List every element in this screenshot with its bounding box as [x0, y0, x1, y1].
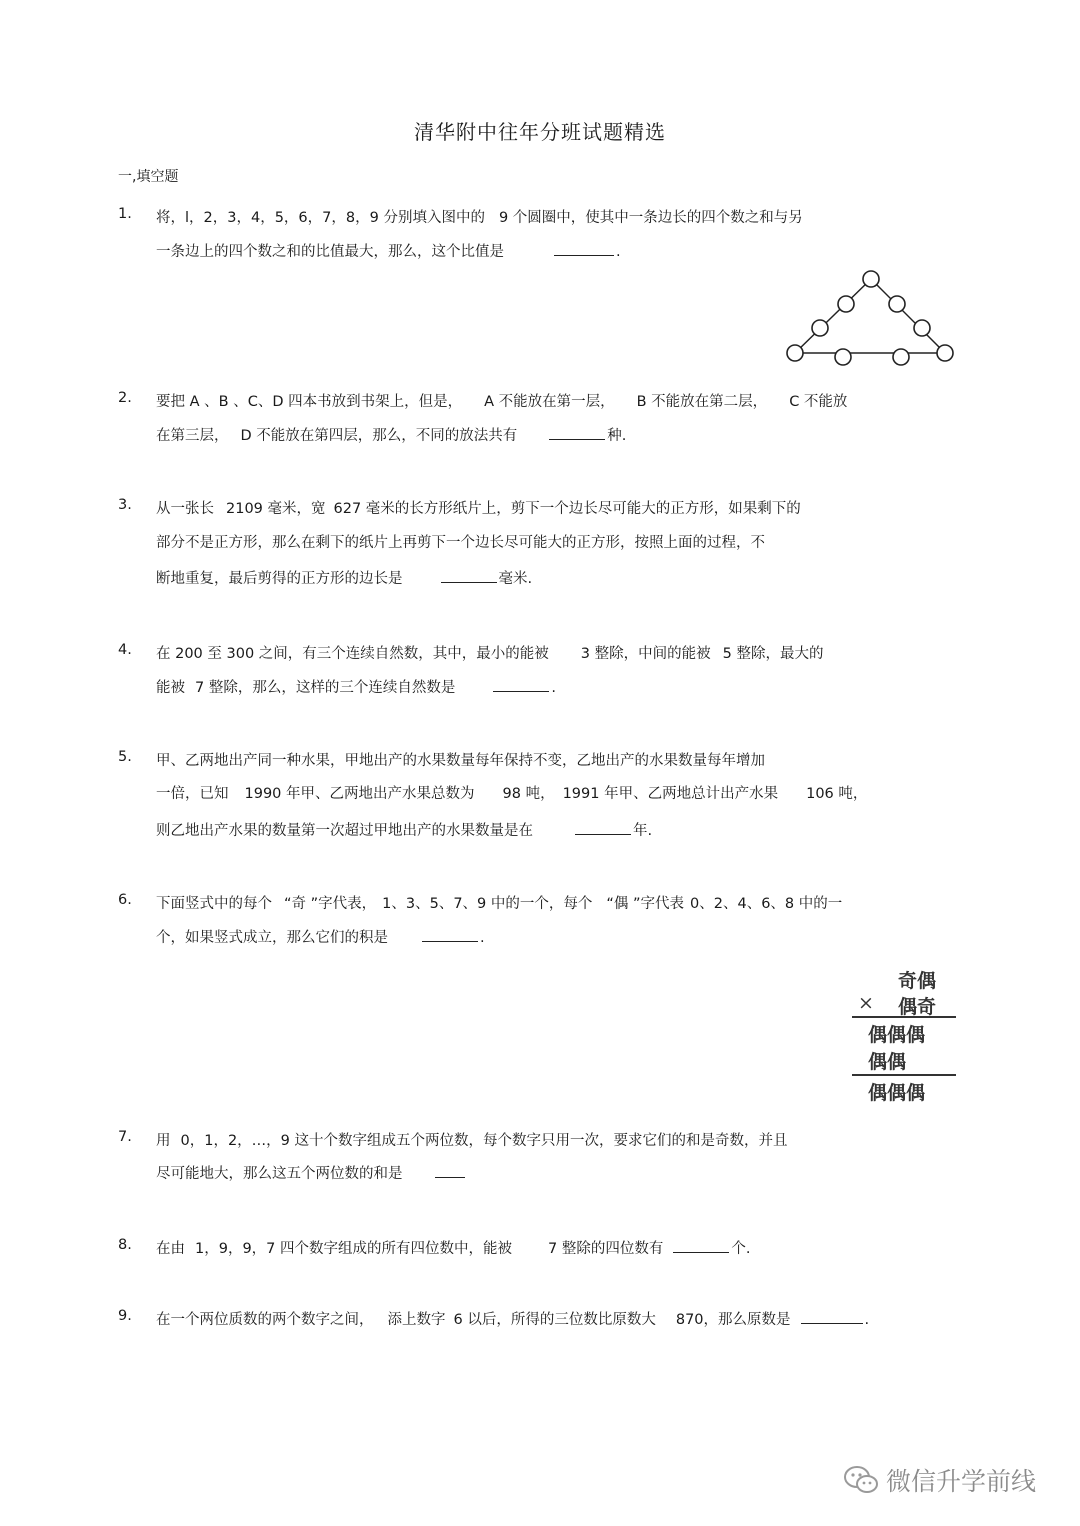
circle-right-2: [914, 320, 930, 336]
text-segment: 用: [156, 1133, 171, 1149]
text-segment: 1，9，9，7 四个数字组成的所有四位数中，能被: [195, 1241, 513, 1257]
question-line: [156, 1237, 750, 1258]
text-segment: 2109 毫米，宽: [226, 501, 326, 517]
text-segment: 627 毫米的长方形纸片上，剪下一个边长尽可能大的正方形，如果剩下的: [333, 501, 801, 517]
text-segment: C 不能放: [789, 394, 848, 410]
mult-row-1: 奇偶: [898, 970, 937, 992]
question-line: [156, 1308, 869, 1329]
text-segment: 下面竖式中的每个: [156, 896, 272, 912]
circle-left-1: [838, 296, 854, 312]
text-segment: A 不能放在第一层，: [484, 394, 615, 410]
text-segment: “奇 ”字代表，: [284, 896, 377, 912]
text-segment: 870，那么原数是: [675, 1312, 791, 1328]
watermark-text: 微信升学前线: [886, 1467, 1037, 1496]
question-line: [156, 206, 803, 227]
triangle-circles-figure: [780, 268, 960, 368]
circle-right-1: [889, 296, 905, 312]
question-number: 4.: [118, 642, 132, 658]
question-line: [156, 1162, 467, 1183]
question-number: 8.: [118, 1237, 132, 1253]
divider-line: [852, 1016, 956, 1018]
mult-row-5: 偶偶偶: [868, 1082, 926, 1104]
circle-bottom-2: [893, 349, 909, 365]
text-segment: 0、2、4、6、8 中的一: [690, 896, 843, 912]
circle-bottom-1: [835, 349, 851, 365]
text-segment: 1990 年甲、乙两地出产水果总数为: [244, 786, 475, 802]
question-number: 3.: [118, 497, 132, 513]
text-segment: 要把 A 、B 、C、D 四本书放到书架上，但是，: [156, 394, 463, 410]
text-segment: 能被: [156, 680, 185, 696]
text-segment: 添上数字: [387, 1312, 446, 1328]
page-title: 清华附中往年分班试题精选: [414, 120, 666, 144]
text-segment: .: [551, 680, 556, 696]
question-number: 5.: [118, 749, 132, 765]
answer-blank[interactable]: [554, 240, 614, 256]
circle-left-2: [812, 320, 828, 336]
answer-blank[interactable]: [801, 1308, 863, 1324]
text-segment: 尽可能地大，那么这五个两位数的和是: [156, 1166, 403, 1182]
text-segment: B 不能放在第二层，: [636, 394, 768, 410]
text-segment: 断地重复，最后剪得的正方形的边长是: [156, 571, 403, 587]
question-line: [156, 819, 652, 840]
circle-top: [863, 271, 879, 287]
text-segment: 5 整除，最大的: [722, 646, 824, 662]
mult-row-4: 偶偶: [868, 1051, 907, 1073]
answer-blank[interactable]: [422, 926, 478, 942]
question-number: 2.: [118, 390, 132, 406]
question-line: [156, 642, 823, 663]
mult-row-2: 偶奇: [898, 996, 937, 1018]
answer-blank[interactable]: [575, 819, 631, 835]
answer-blank[interactable]: [493, 676, 549, 692]
question-line: [156, 892, 842, 913]
text-segment: “偶 ”字代表: [606, 896, 685, 912]
question-line: [156, 782, 867, 803]
question-line: [156, 424, 626, 445]
divider-line: [852, 1074, 956, 1076]
text-segment: 个，如果竖式成立，那么它们的积是: [156, 930, 388, 946]
text-segment: 一条边上的四个数之和的比值最大，那么，这个比值是: [156, 244, 504, 260]
question-line: [156, 240, 621, 261]
text-segment: 在一个两位质数的两个数字之间，: [156, 1312, 374, 1328]
circle-bottom-left: [787, 345, 803, 361]
text-segment: 年.: [633, 823, 653, 839]
text-segment: 个.: [731, 1241, 751, 1257]
text-segment: .: [864, 1312, 870, 1328]
text-segment: 种.: [607, 428, 627, 444]
question-line: [156, 676, 556, 697]
wechat-icon: [843, 1465, 879, 1495]
mult-row-3: 偶偶偶: [868, 1024, 926, 1046]
question-line: [156, 749, 765, 770]
text-segment: 部分不是正方形，那么在剩下的纸片上再剪下一个边长尽可能大的正方形，按照上面的过程，不: [156, 535, 765, 551]
answer-blank[interactable]: [673, 1237, 729, 1253]
text-segment: 0，1，2，…，9 这十个数字组成五个两位数，每个数字只用一次，要求它们的和是奇数，并且: [180, 1133, 788, 1149]
question-number: 1.: [118, 206, 132, 222]
question-number: 7.: [118, 1129, 132, 1145]
question-line: [156, 531, 765, 552]
text-segment: 106 吨，: [806, 786, 868, 802]
text-segment: D 不能放在第四层，那么，不同的放法共有: [240, 428, 518, 444]
text-segment: .: [616, 244, 621, 260]
text-segment: 6 以后，所得的三位数比原数大: [453, 1312, 656, 1328]
answer-blank[interactable]: [549, 424, 605, 440]
text-segment: 将，l，2，3，4，5，6，7，8，9 分别填入图中的: [156, 210, 485, 226]
text-segment: .: [480, 930, 485, 946]
text-segment: 在由: [156, 1241, 185, 1257]
question-number: 6.: [118, 892, 132, 908]
question-line: [156, 390, 847, 411]
text-segment: 一倍，已知: [156, 786, 229, 802]
text-segment: 则乙地出产水果的数量第一次超过甲地出产的水果数量是在: [156, 823, 533, 839]
question-line: [156, 1129, 788, 1150]
text-segment: 在 200 至 300 之间，有三个连续自然数，其中，最小的能被: [156, 646, 549, 662]
text-segment: 98 吨，: [502, 786, 555, 802]
times-sign: ×: [858, 992, 874, 1014]
question-number: 9.: [118, 1308, 132, 1324]
text-segment: 在第三层，: [156, 428, 229, 444]
text-segment: 3 整除，中间的能被: [580, 646, 711, 662]
text-segment: 甲、乙两地出产同一种水果，甲地出产的水果数量每年保持不变，乙地出产的水果数量每年增加: [156, 753, 765, 769]
text-segment: 7 整除的四位数有: [548, 1241, 664, 1257]
question-line: [156, 497, 801, 518]
text-segment: 毫米.: [498, 571, 533, 587]
question-line: [156, 926, 485, 947]
circle-bottom-right: [937, 345, 953, 361]
text-segment: 9 个圆圈中，使其中一条边长的四个数之和与另: [498, 210, 803, 226]
question-line: [156, 567, 532, 588]
text-segment: 从一张长: [156, 501, 214, 517]
text-segment: 1、3、5、7、9 中的一个，每个: [382, 896, 593, 912]
text-segment: 1991 年甲、乙两地总计出产水果: [562, 786, 779, 802]
answer-blank[interactable]: [441, 567, 497, 583]
section-heading: 一,填空题: [118, 169, 179, 185]
text-segment: 7 整除，那么，这样的三个连续自然数是: [195, 680, 456, 696]
answer-blank[interactable]: [435, 1162, 465, 1178]
